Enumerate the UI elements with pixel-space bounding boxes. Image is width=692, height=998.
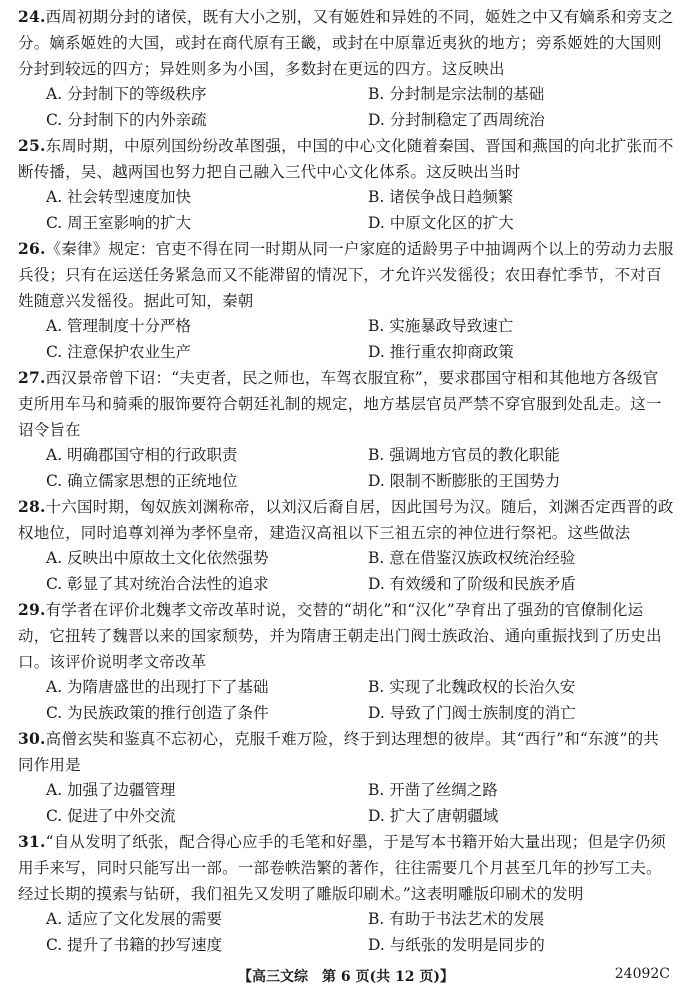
option-c: C. 确立儒家思想的正统地位 <box>46 471 238 490</box>
option-c: C. 促进了中外交流 <box>46 806 176 825</box>
question-text: 有学者在评价北魏孝文帝改革时说，交替的“胡化”和“汉化”孕育出了强劲的官僚制化运动，它扭转了魏晋以来的国家颓势，并为隋唐王朝走出门阀士族政治、通向重振找到了历史出口。该评价说明孝文帝改革 <box>18 601 662 671</box>
page-label: 【高三文综 第 6 页(共 12 页)】 <box>238 969 454 985</box>
question-stem <box>18 133 674 185</box>
question-29 <box>18 597 674 726</box>
option-a: A. 分封制下的等级秩序 <box>46 85 207 103</box>
question-30 <box>18 726 674 829</box>
question-number: 28. <box>18 497 46 516</box>
question-25 <box>18 133 674 236</box>
question-31 <box>18 829 674 958</box>
question-text: “自从发明了纸张，配合得心应手的毛笔和好墨，于是写本书籍开始大量出现；但是字仍须用手来写，同时只能写出一部。一部卷帙浩繁的著作，往往需要几个月甚至几年的抄写工夫。经过长期的摸索与钻研，我们祖先又发明了雕版印刷术。”这表明雕版印刷术的发明 <box>18 833 667 903</box>
question-number: 25. <box>18 136 46 155</box>
question-number: 31. <box>18 832 46 851</box>
question-number: 30. <box>18 729 46 748</box>
option-b: B. 强调地方官员的教化职能 <box>368 446 560 464</box>
question-number: 27. <box>18 368 46 387</box>
option-b: B. 实施暴政导致速亡 <box>368 317 514 335</box>
option-a: A. 明确郡国守相的行政职责 <box>46 446 238 464</box>
question-stem <box>18 597 674 675</box>
option-list <box>18 907 674 958</box>
question-text: 高僧玄奘和鉴真不忘初心，克服千难万险，终于到达理想的彼岸。其“西行”和“东渡”的共同作用是 <box>18 730 659 774</box>
question-stem <box>18 365 674 443</box>
option-d: D. 推行重农抑商政策 <box>368 342 514 361</box>
question-26 <box>18 236 674 365</box>
option-list <box>18 314 674 365</box>
option-c: C. 彰显了其对统治合法性的追求 <box>46 574 269 593</box>
question-stem <box>18 494 674 546</box>
question-stem <box>18 4 674 82</box>
question-text: 十六国时期，匈奴族刘渊称帝，以刘汉后裔自居，因此国号为汉。随后，刘渊否定西晋的政权地位，同时追尊刘禅为孝怀皇帝，建造汉高祖以下三祖五宗的神位进行祭祀。这些做法 <box>18 498 674 542</box>
question-number: 24. <box>18 7 46 26</box>
option-c: C. 分封制下的内外亲疏 <box>46 110 207 129</box>
option-a: A. 管理制度十分严格 <box>46 317 192 335</box>
option-c: C. 注意保护农业生产 <box>46 342 192 361</box>
option-a: A. 为隋唐盛世的出现打下了基础 <box>46 678 269 696</box>
option-a: A. 适应了文化发展的需要 <box>46 910 223 928</box>
question-stem <box>18 829 674 907</box>
option-d: D. 与纸张的发明是同步的 <box>368 935 545 954</box>
option-a: A. 反映出中原故土文化依然强势 <box>46 549 269 567</box>
question-28 <box>18 494 674 597</box>
option-a: A. 加强了边疆管理 <box>46 781 176 799</box>
option-list <box>18 546 674 597</box>
option-d: D. 导致了门阀士族制度的消亡 <box>368 703 576 722</box>
option-list <box>18 82 674 133</box>
option-b: B. 意在借鉴汉族政权统治经验 <box>368 549 576 567</box>
question-stem <box>18 236 674 314</box>
option-b: B. 开凿了丝绸之路 <box>368 781 498 799</box>
question-number: 29. <box>18 600 46 619</box>
page-footer <box>0 966 692 988</box>
option-c: C. 提升了书籍的抄写速度 <box>46 935 223 954</box>
option-list <box>18 675 674 726</box>
question-stem <box>18 726 674 778</box>
question-24 <box>18 4 674 133</box>
option-list <box>18 778 674 829</box>
question-text: 东周时期，中原列国纷纷改革图强，中国的中心文化随着秦国、晋国和燕国的向北扩张而不断传播，吴、越两国也努力把自己融入三代中心文化体系。这反映出当时 <box>18 137 674 181</box>
option-list <box>18 185 674 236</box>
option-d: D. 限制不断膨胀的王国势力 <box>368 471 561 490</box>
option-b: B. 诸侯争战日趋频繁 <box>368 188 514 206</box>
question-text: 西周初期分封的诸侯，既有大小之别，又有姬姓和异姓的不同，姬姓之中又有嫡系和旁支之分。嫡系姬姓的大国，或封在商代原有王畿，或封在中原靠近夷狄的地方；旁系姬姓的大国则分封到较远的四方；异姓则多为小国，多数封在更远的四方。这反映出 <box>18 8 674 78</box>
option-b: B. 实现了北魏政权的长治久安 <box>368 678 576 696</box>
option-d: D. 有效缓和了阶级和民族矛盾 <box>368 574 576 593</box>
option-b: B. 有助于书法艺术的发展 <box>368 910 545 928</box>
question-text: 西汉景帝曾下诏：“夫吏者，民之师也，车驾衣服宜称”，要求郡国守相和其他地方各级官吏所用车马和骑乘的服饰要符合朝廷礼制的规定，地方基层官员严禁不穿官服到处乱走。这一诏令旨在 <box>18 369 662 439</box>
option-b: B. 分封制是宗法制的基础 <box>368 85 545 103</box>
option-d: D. 扩大了唐朝疆域 <box>368 806 499 825</box>
question-text: 《秦律》规定：官吏不得在同一时期从同一户家庭的适龄男子中抽调两个以上的劳动力去服兵役；只有在运送任务紧急而又不能滞留的情况下，才允许兴发徭役；农田春忙季节，不对百姓随意兴发徭役。据此可知，秦朝 <box>18 240 674 310</box>
option-c: C. 周王室影响的扩大 <box>46 213 192 232</box>
option-c: C. 为民族政策的推行创造了条件 <box>46 703 269 722</box>
option-d: D. 分封制稳定了西周统治 <box>368 110 545 129</box>
option-d: D. 中原文化区的扩大 <box>368 213 514 232</box>
question-number: 26. <box>18 239 46 258</box>
option-list <box>18 443 674 494</box>
question-list <box>18 4 674 958</box>
exam-code: 24092C <box>614 966 670 982</box>
option-a: A. 社会转型速度加快 <box>46 188 192 206</box>
question-27 <box>18 365 674 494</box>
